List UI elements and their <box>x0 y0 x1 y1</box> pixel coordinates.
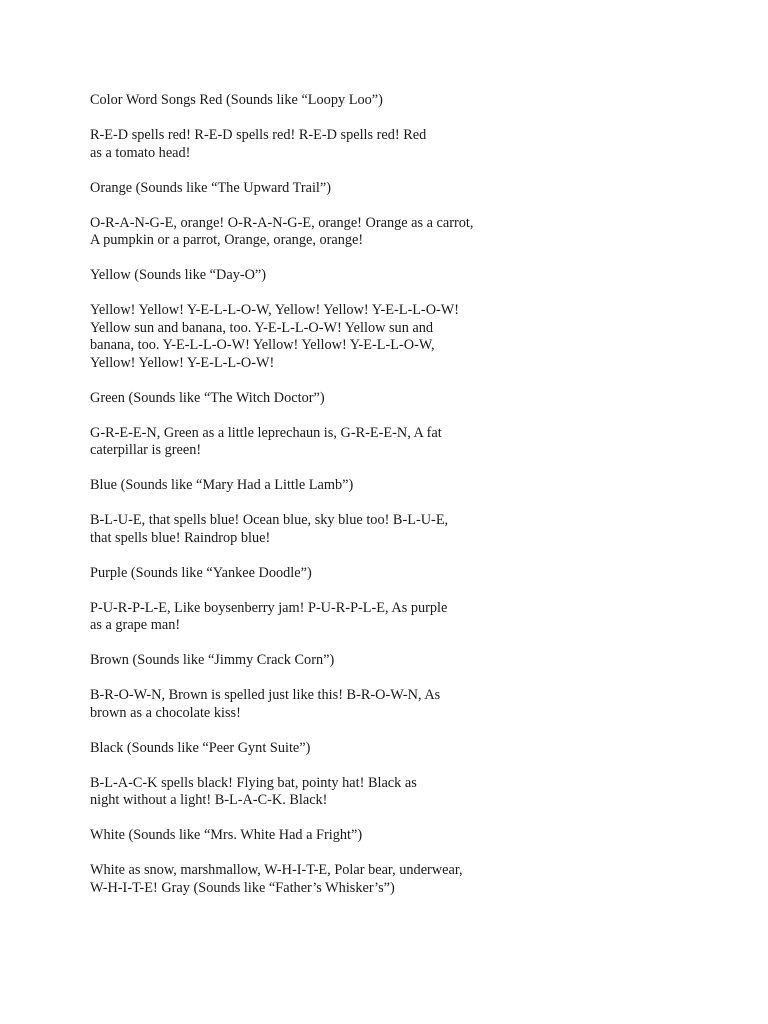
section-blue-heading <box>90 477 520 495</box>
lyric-line: G-R-E-E-N, Green as a little leprechaun is, G-R-E-E-N, A fat <box>90 424 442 441</box>
section-white-heading <box>90 827 520 845</box>
section-yellow-heading <box>90 267 520 285</box>
section-purple-lyrics <box>90 600 520 635</box>
lyric-line: W-H-I-T-E! Gray (Sounds like “Father’s Whisker’s”) <box>90 879 395 896</box>
lyric-line: Yellow! Yellow! Y-E-L-L-O-W, Yellow! Yellow! Y-E-L-L-O-W! <box>90 302 460 318</box>
section-black-heading <box>90 740 520 758</box>
lyric-line: B-R-O-W-N, Brown is spelled just like this! B-R-O-W-N, As <box>90 687 441 703</box>
lyric-line: O-R-A-N-G-E, orange! O-R-A-N-G-E, orange! Orange as a carrot, <box>90 214 474 231</box>
lyric-line: night without a light! B-L-A-C-K. Black! <box>90 792 328 808</box>
lyric-line: B-L-U-E, that spells blue! Ocean blue, sky blue too! B-L-U-E, <box>90 512 449 528</box>
song-heading: White (Sounds like “Mrs. White Had a Fright”) <box>90 827 363 843</box>
lyric-line: White as snow, marshmallow, W-H-I-T-E, Polar bear, underwear, <box>90 862 463 878</box>
lyric-line: as a grape man! <box>90 617 181 633</box>
song-heading: Brown (Sounds like “Jimmy Crack Corn”) <box>90 652 335 668</box>
document-page <box>90 92 520 915</box>
song-heading: Color Word Songs Red (Sounds like “Loopy Loo”) <box>90 92 383 108</box>
section-blue-lyrics <box>90 512 520 547</box>
section-green-lyrics <box>90 425 520 460</box>
song-heading: Black (Sounds like “Peer Gynt Suite”) <box>90 739 311 756</box>
section-green-heading <box>90 390 520 408</box>
lyric-line: A pumpkin or a parrot, Orange, orange, orange! <box>90 232 364 248</box>
lyric-line: brown as a chocolate kiss! <box>90 704 241 721</box>
song-heading: Blue (Sounds like “Mary Had a Little Lamb”) <box>90 477 354 493</box>
section-orange-heading <box>90 180 520 198</box>
section-black-lyrics <box>90 775 520 810</box>
lyric-line: banana, too. Y-E-L-L-O-W! Yellow! Yellow! Y-E-L-L-O-W, <box>90 337 435 353</box>
section-brown-lyrics <box>90 687 520 722</box>
section-yellow-lyrics <box>90 302 520 372</box>
section-brown-heading <box>90 652 520 670</box>
lyric-line: Yellow! Yellow! Y-E-L-L-O-W! <box>90 354 275 371</box>
song-heading: Purple (Sounds like “Yankee Doodle”) <box>90 564 312 581</box>
section-red-heading <box>90 92 520 110</box>
section-orange-lyrics <box>90 215 520 250</box>
section-white-lyrics <box>90 862 520 897</box>
song-heading: Green (Sounds like “The Witch Doctor”) <box>90 389 325 406</box>
lyric-line: B-L-A-C-K spells black! Flying bat, pointy hat! Black as <box>90 774 417 791</box>
song-heading: Orange (Sounds like “The Upward Trail”) <box>90 179 332 196</box>
section-purple-heading <box>90 565 520 583</box>
lyric-line: as a tomato head! <box>90 144 191 161</box>
section-red-lyrics <box>90 127 520 162</box>
song-heading: Yellow (Sounds like “Day-O”) <box>90 267 267 283</box>
lyric-line: R-E-D spells red! R-E-D spells red! R-E-D spells red! Red <box>90 127 427 143</box>
lyric-line: that spells blue! Raindrop blue! <box>90 529 271 546</box>
lyric-line: P-U-R-P-L-E, Like boysenberry jam! P-U-R-P-L-E, As purple <box>90 599 448 616</box>
lyric-line: Yellow sun and banana, too. Y-E-L-L-O-W! Yellow sun and <box>90 319 434 336</box>
lyric-line: caterpillar is green! <box>90 442 202 458</box>
